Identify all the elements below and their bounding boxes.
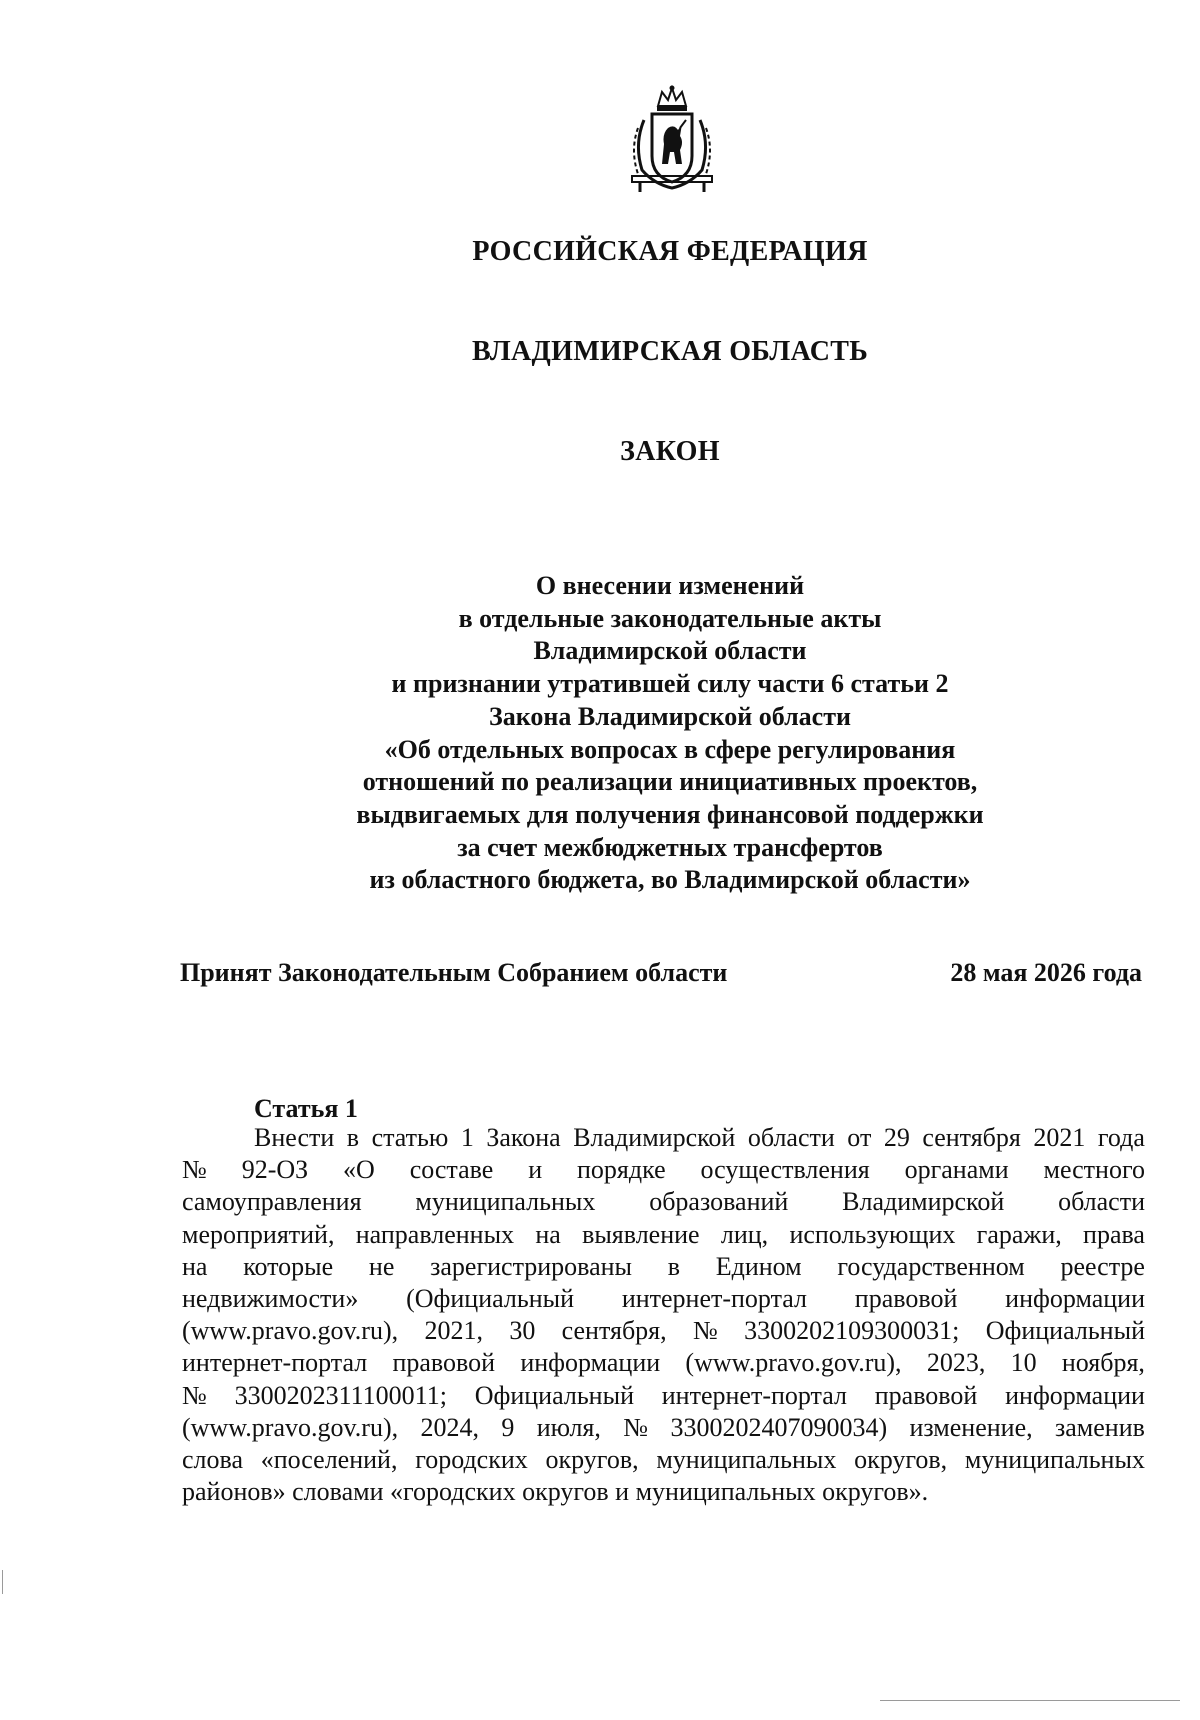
article-word: на — [182, 1251, 208, 1281]
article-word: в — [667, 1251, 681, 1281]
article-word: 3300202109300031; — [744, 1316, 960, 1346]
article-word: осуществления — [700, 1155, 870, 1185]
article-word: Внести — [254, 1123, 335, 1152]
article-word: государственном — [837, 1251, 1025, 1281]
adopted-by-label: Принят Законодательным Собранием области — [180, 958, 728, 987]
article-word: сентября — [922, 1123, 1021, 1152]
article-line — [182, 1122, 1145, 1154]
article-word: которые — [243, 1251, 334, 1281]
article-word: «поселений, — [260, 1445, 398, 1475]
article-word: 10 — [1010, 1348, 1037, 1378]
article-word: реестре — [1060, 1251, 1145, 1281]
title-line: и признании утратившей силу части 6 статьи 2 — [391, 669, 949, 699]
article-word: Владимирской — [842, 1187, 1005, 1217]
article-word: Закона — [486, 1123, 561, 1152]
adoption-date: 28 мая 2026 года — [950, 958, 1142, 987]
article-word: самоуправления — [182, 1187, 362, 1217]
article-word: правовой — [874, 1380, 978, 1410]
article-word: муниципальных — [964, 1445, 1145, 1475]
article-word: зарегистрированы — [430, 1251, 633, 1281]
coat-of-arms-icon — [624, 84, 720, 194]
scan-artifact — [2, 1570, 3, 1594]
article-word: изменение, — [909, 1412, 1033, 1442]
article-word: от — [847, 1123, 872, 1152]
article-word: муниципальных — [415, 1187, 596, 1217]
article-word: мероприятий, — [182, 1219, 335, 1249]
article-line — [182, 1444, 1145, 1476]
article-line — [182, 1476, 1145, 1508]
article-word: (Официальный — [406, 1284, 575, 1314]
article-line — [182, 1412, 1145, 1444]
article-word: лиц, — [720, 1219, 769, 1249]
article-word: порядке — [576, 1155, 666, 1185]
article-word: 30 — [509, 1316, 536, 1346]
article-word: округов, — [545, 1445, 639, 1475]
article-word: 2021, — [424, 1316, 483, 1346]
article-word: гаражи, — [976, 1219, 1062, 1249]
article-word: 1 — [460, 1123, 474, 1152]
article-word: на — [535, 1219, 561, 1249]
region-heading: ВЛАДИМИРСКАЯ ОБЛАСТЬ — [471, 336, 869, 367]
article-word: статью — [371, 1123, 449, 1152]
article-word: № — [692, 1316, 718, 1346]
article-word: 2021 — [1033, 1123, 1086, 1152]
article-line — [182, 1251, 1145, 1283]
title-line: за счет межбюджетных трансфертов — [457, 832, 883, 862]
article-word: права — [1083, 1219, 1145, 1249]
article-word: муниципальных — [656, 1445, 837, 1475]
title-line: в отдельные законодательные акты — [458, 603, 882, 633]
article-line — [182, 1315, 1145, 1347]
article-word: городских — [415, 1445, 528, 1475]
article-word: правовой — [392, 1348, 496, 1378]
title-line: отношений по реализации инициативных проектов, — [362, 767, 978, 797]
article-line — [182, 1380, 1145, 1412]
article-line — [182, 1283, 1145, 1315]
article-line — [182, 1219, 1145, 1251]
article-word: Официальный — [474, 1380, 634, 1410]
article-word: года — [1097, 1123, 1145, 1152]
adoption-line — [180, 958, 1142, 988]
article-word: выявление — [582, 1219, 700, 1249]
article-word: Официальный — [985, 1316, 1145, 1346]
article-word: 2024, — [420, 1412, 479, 1442]
title-line: из областного бюджета, во Владимирской области» — [369, 865, 971, 895]
title-line: Закона Владимирской области — [489, 701, 851, 731]
article-line — [182, 1154, 1145, 1186]
article-word: недвижимости» — [182, 1284, 359, 1314]
article-word: районов» словами «городских округов и муниципальных округов». — [182, 1477, 929, 1507]
article-word: округов, — [854, 1445, 948, 1475]
article-word: Едином — [715, 1251, 802, 1281]
article-word: составе — [409, 1155, 494, 1185]
article-word: информации — [1005, 1380, 1145, 1410]
article-word: сентября, — [561, 1316, 667, 1346]
law-title — [0, 570, 1200, 897]
article-word: информации — [1005, 1284, 1145, 1314]
article-word: (www.pravo.gov.ru), — [685, 1348, 902, 1378]
title-line: выдвигаемых для получения финансовой поддержки — [356, 799, 984, 829]
article-word: ноября, — [1061, 1348, 1145, 1378]
article-word: и — [528, 1155, 543, 1185]
article-1-body — [182, 1122, 1145, 1508]
article-word: образований — [649, 1187, 789, 1217]
country-heading: РОССИЙСКАЯ ФЕДЕРАЦИЯ — [472, 236, 868, 267]
article-word: в — [346, 1123, 360, 1152]
article-line — [182, 1186, 1145, 1218]
article-word: 3300202311100011; — [234, 1380, 447, 1410]
article-word: 2023, — [926, 1348, 986, 1378]
article-word: 9 — [501, 1412, 515, 1442]
article-word: направленных — [355, 1219, 515, 1249]
article-line — [182, 1347, 1145, 1379]
article-word: информации — [520, 1348, 661, 1378]
article-word: № — [182, 1380, 207, 1410]
article-word: интернет-портал — [182, 1348, 368, 1378]
article-word: № — [623, 1412, 649, 1442]
article-word: интернет-портал — [661, 1380, 847, 1410]
document-type-heading: ЗАКОН — [620, 436, 720, 467]
scan-artifact — [880, 1700, 1180, 1701]
article-word: «О — [343, 1155, 375, 1185]
article-word: области — [1058, 1187, 1145, 1217]
title-line: «Об отдельных вопросах в сфере регулирования — [384, 734, 956, 764]
article-word: (www.pravo.gov.ru), — [182, 1316, 399, 1346]
article-word: не — [368, 1251, 395, 1281]
article-word: заменив — [1055, 1412, 1145, 1442]
article-word: Владимирской — [573, 1123, 736, 1152]
article-word: правовой — [854, 1284, 958, 1314]
article-word: июля, — [536, 1412, 601, 1442]
article-word: 29 — [883, 1123, 910, 1152]
article-word: области — [747, 1123, 835, 1152]
article-word: интернет-портал — [621, 1284, 808, 1314]
title-line: Владимирской области — [533, 636, 807, 666]
article-word: 92-ОЗ — [241, 1155, 309, 1185]
article-word: 3300202407090034) — [670, 1412, 888, 1442]
title-line: О внесении изменений — [535, 571, 805, 600]
article-word: № — [182, 1155, 207, 1185]
article-word: (www.pravo.gov.ru), — [182, 1412, 399, 1442]
article-1-heading: Статья 1 — [254, 1094, 358, 1123]
article-word: местного — [1043, 1155, 1145, 1185]
article-word: органами — [904, 1155, 1009, 1185]
article-word: слова — [182, 1445, 243, 1475]
article-word: использующих — [789, 1219, 956, 1249]
